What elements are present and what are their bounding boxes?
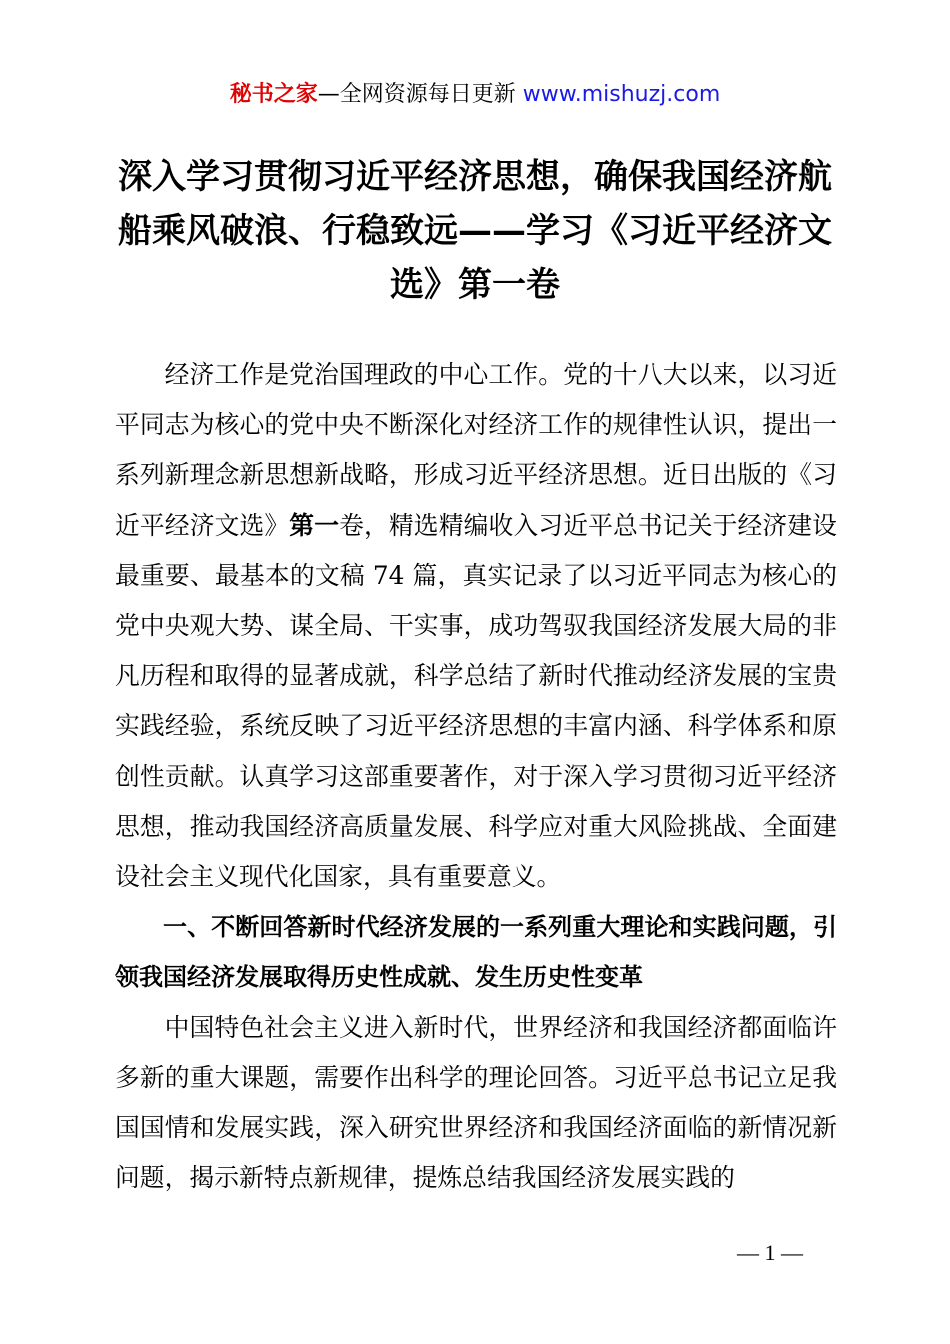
- site-url-link[interactable]: www.mishuzj.com: [522, 82, 721, 107]
- paragraph-intro-part2: 卷，精选精编收入习近平总书记关于经济建设最重要、最基本的文稿 74 篇，真实记录了以习近平同志为核心的党中央观大势、谋全局、干实事，成功驾驭我国经济发展大局的非凡历程和取得的显著成就，科学总结了新时代推动经济发展的宝贵实践经验，系统反映了习近平经济思想的丰富内涵、科学体系和原创性贡献。认真学习这部重要著作，对于深入学习贯彻习近平经济思想，推动我国经济高质量发展、科学应对重大风险挑战、全面建设社会主义现代化国家，具有重要意义。: [115, 510, 837, 892]
- paragraph-intro: [115, 350, 837, 902]
- paragraph-section-1: 中国特色社会主义进入新时代，世界经济和我国经济都面临许多新的重大课题，需要作出科学的理论回答。习近平总书记立足我国国情和发展实践，深入研究世界经济和我国经济面临的新情况新问题，揭示新特点新规律，提炼总结我国经济发展实践的: [115, 1012, 837, 1193]
- page-number: — 1 —: [737, 1240, 803, 1265]
- document-body: [115, 350, 837, 1203]
- site-header: [0, 78, 950, 112]
- paragraph-intro-emphasis: 第一: [289, 510, 340, 540]
- site-brand: 秘书之家: [229, 82, 318, 107]
- section-heading-1: 一、不断回答新时代经济发展的一系列重大理论和实践问题，引领我国经济发展取得历史性成就、发生历史性变革: [115, 913, 837, 992]
- document-title: 深入学习贯彻习近平经济思想，确保我国经济航船乘风破浪、行稳致远——学习《习近平经济文选》第一卷: [118, 157, 832, 305]
- paragraph-intro-part1: 经济工作是党治国理政的中心工作。党的十八大以来，以习近平同志为核心的党中央不断深化对经济工作的规律性认识，提出一系列新理念新思想新战略，形成习近平经济思想。近日出版的《习近平经济文选》: [115, 360, 837, 540]
- site-tagline: —全网资源每日更新: [317, 82, 516, 107]
